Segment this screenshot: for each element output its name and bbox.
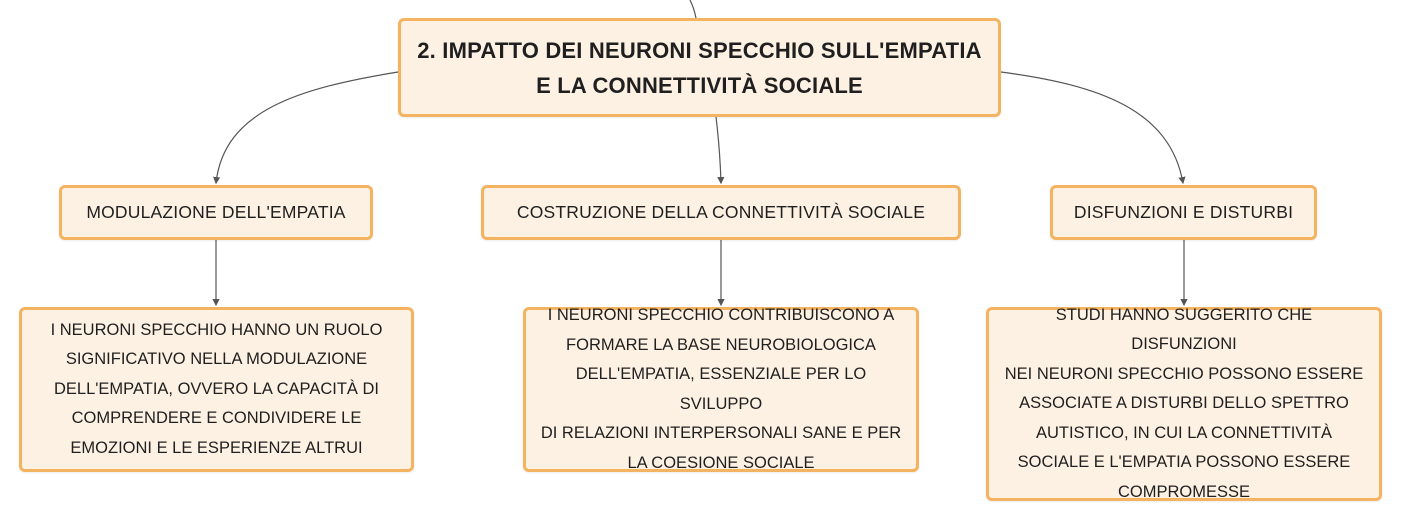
detail-text: I NEURONI SPECCHIO HANNO UN RUOLO SIGNIFICATIVO NELLA MODULAZIONE DELL'EMPATIA, OVVERO LA CAPACITÀ DI COMPRENDERE E CONDIVIDERE LE EMOZIONI E LE ESPERIENZE ALTRUI	[50, 320, 383, 457]
detail-text: STUDI HANNO SUGGERITO CHE DISFUNZIONI NEI NEURONI SPECCHIO POSSONO ESSERE ASSOCIATE A DISTURBI DELLO SPETTRO AUTISTICO, IN CUI LA CONNETTIVITÀ SOCIALE E L'EMPATIA POSSONO ESSERE COMPROMESSE	[1004, 305, 1364, 501]
branch-node-social-connectivity[interactable]	[481, 185, 961, 240]
parent-connector	[690, 0, 696, 18]
root-to-branch-3-connector	[1001, 72, 1183, 183]
detail-node-social-connectivity[interactable]	[523, 307, 919, 472]
root-to-branch-1-connector	[216, 72, 398, 183]
root-to-branch-2-connector	[716, 117, 721, 183]
detail-node-dysfunctions[interactable]	[986, 307, 1382, 501]
branch-label: COSTRUZIONE DELLA CONNETTIVITÀ SOCIALE	[516, 202, 926, 222]
central-topic-title: 2. IMPATTO DEI NEURONI SPECCHIO SULL'EMPATIA E LA CONNETTIVITÀ SOCIALE	[417, 37, 982, 98]
central-topic-node[interactable]	[398, 18, 1001, 117]
branch-node-modulation[interactable]	[59, 185, 373, 240]
branch-label: DISFUNZIONI E DISTURBI	[1073, 202, 1294, 222]
detail-node-modulation[interactable]	[19, 307, 414, 472]
branch-label: MODULAZIONE DELL'EMPATIA	[86, 202, 346, 222]
detail-text: I NEURONI SPECCHIO CONTRIBUISCONO A FORMARE LA BASE NEUROBIOLOGICA DELL'EMPATIA, ESSENZIALE PER LO SVILUPPO DI RELAZIONI INTERPERSONALI SANE E PER LA COESIONE SOCIALE	[540, 306, 902, 472]
branch-node-dysfunctions[interactable]	[1050, 185, 1317, 240]
